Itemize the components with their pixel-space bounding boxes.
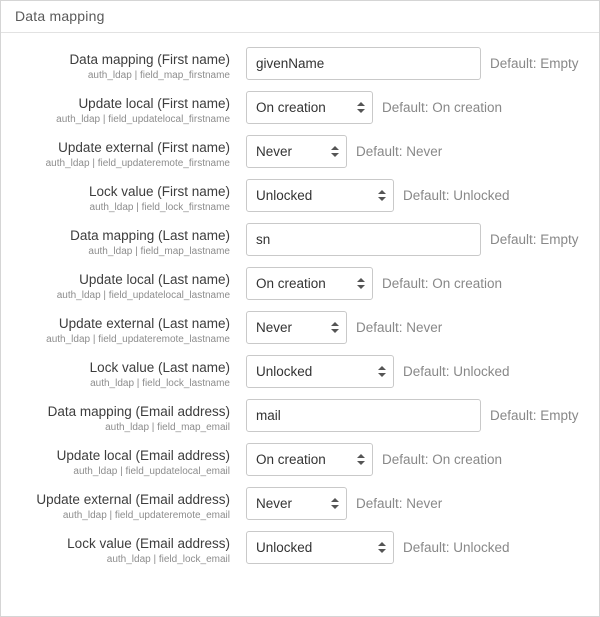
setting-select[interactable] <box>246 135 347 168</box>
setting-text-input[interactable] <box>246 399 481 432</box>
setting-label-group <box>1 443 246 479</box>
setting-label-group <box>1 267 246 303</box>
setting-select[interactable] <box>246 355 394 388</box>
setting-select[interactable] <box>246 179 394 212</box>
setting-row <box>1 531 599 567</box>
setting-label-group <box>1 179 246 215</box>
setting-default-value: Default: On creation <box>382 100 503 115</box>
setting-row <box>1 179 599 215</box>
setting-config-path: auth_ldap | field_updateremote_firstname <box>45 158 230 169</box>
setting-control-group <box>246 91 502 124</box>
setting-control-group <box>246 135 442 168</box>
setting-label: Data mapping (First name) <box>69 52 230 67</box>
setting-config-path: auth_ldap | field_lock_email <box>106 554 230 565</box>
setting-label: Update external (Email address) <box>36 492 230 507</box>
setting-select[interactable] <box>246 443 373 476</box>
setting-config-path: auth_ldap | field_map_firstname <box>87 70 230 81</box>
setting-default-value: Default: Unlocked <box>403 540 510 555</box>
setting-row <box>1 91 599 127</box>
setting-default-value: Default: Empty <box>490 408 579 423</box>
setting-text-input[interactable] <box>246 223 481 256</box>
setting-control-group <box>246 267 502 300</box>
setting-control-group <box>246 443 502 476</box>
setting-select[interactable] <box>246 267 373 300</box>
setting-label-group <box>1 223 246 259</box>
setting-row <box>1 311 599 347</box>
setting-label: Update local (First name) <box>78 96 230 111</box>
setting-default-value: Default: Empty <box>490 232 579 247</box>
setting-default-value: Default: Unlocked <box>403 364 510 379</box>
setting-control-group <box>246 223 579 256</box>
setting-label: Lock value (First name) <box>88 184 230 199</box>
setting-config-path: auth_ldap | field_lock_firstname <box>89 202 230 213</box>
setting-label: Update local (Email address) <box>56 448 230 463</box>
setting-label: Data mapping (Last name) <box>70 228 230 243</box>
setting-label-group <box>1 487 246 523</box>
setting-select-wrapper <box>246 91 373 124</box>
setting-select-wrapper <box>246 487 347 520</box>
setting-control-group <box>246 311 442 344</box>
setting-row <box>1 443 599 479</box>
setting-config-path: auth_ldap | field_updatelocal_lastname <box>56 290 230 301</box>
setting-select[interactable] <box>246 531 394 564</box>
setting-label: Lock value (Email address) <box>67 536 230 551</box>
setting-default-value: Default: Never <box>356 320 443 335</box>
setting-row <box>1 487 599 523</box>
setting-select-wrapper <box>246 531 394 564</box>
setting-config-path: auth_ldap | field_updateremote_lastname <box>46 334 230 345</box>
setting-label-group <box>1 311 246 347</box>
setting-label-group <box>1 531 246 567</box>
setting-row <box>1 355 599 391</box>
setting-config-path: auth_ldap | field_map_lastname <box>88 246 230 257</box>
page-title: Data mapping <box>1 1 599 33</box>
setting-label-group <box>1 91 246 127</box>
setting-control-group <box>246 531 510 564</box>
setting-default-value: Default: On creation <box>382 452 503 467</box>
setting-control-group <box>246 47 579 80</box>
setting-select-wrapper <box>246 179 394 212</box>
setting-text-input[interactable] <box>246 47 481 80</box>
setting-label: Update external (First name) <box>58 140 230 155</box>
setting-row <box>1 223 599 259</box>
setting-control-group <box>246 399 579 432</box>
setting-config-path: auth_ldap | field_updatelocal_email <box>73 466 230 477</box>
setting-select[interactable] <box>246 487 347 520</box>
setting-select[interactable] <box>246 311 347 344</box>
setting-row <box>1 47 599 83</box>
setting-default-value: Default: On creation <box>382 276 503 291</box>
setting-select-wrapper <box>246 267 373 300</box>
setting-row <box>1 135 599 171</box>
setting-label-group <box>1 399 246 435</box>
setting-select-wrapper <box>246 311 347 344</box>
setting-config-path: auth_ldap | field_map_email <box>105 422 230 433</box>
setting-config-path: auth_ldap | field_updatelocal_firstname <box>56 114 230 125</box>
setting-select[interactable] <box>246 91 373 124</box>
setting-label: Lock value (Last name) <box>89 360 230 375</box>
setting-label: Update local (Last name) <box>79 272 230 287</box>
setting-control-group <box>246 487 442 520</box>
setting-default-value: Default: Never <box>356 496 443 511</box>
setting-row <box>1 399 599 435</box>
setting-select-wrapper <box>246 443 373 476</box>
setting-default-value: Default: Empty <box>490 56 579 71</box>
setting-label: Data mapping (Email address) <box>47 404 230 419</box>
setting-config-path: auth_ldap | field_lock_lastname <box>90 378 230 389</box>
setting-default-value: Default: Unlocked <box>403 188 510 203</box>
setting-select-wrapper <box>246 355 394 388</box>
setting-control-group <box>246 355 510 388</box>
setting-row <box>1 267 599 303</box>
setting-label: Update external (Last name) <box>58 316 230 331</box>
setting-default-value: Default: Never <box>356 144 443 159</box>
setting-config-path: auth_ldap | field_updateremote_email <box>62 510 230 521</box>
setting-label-group <box>1 135 246 171</box>
setting-label-group <box>1 355 246 391</box>
setting-label-group <box>1 47 246 83</box>
setting-select-wrapper <box>246 135 347 168</box>
settings-form <box>1 33 599 567</box>
setting-control-group <box>246 179 510 212</box>
